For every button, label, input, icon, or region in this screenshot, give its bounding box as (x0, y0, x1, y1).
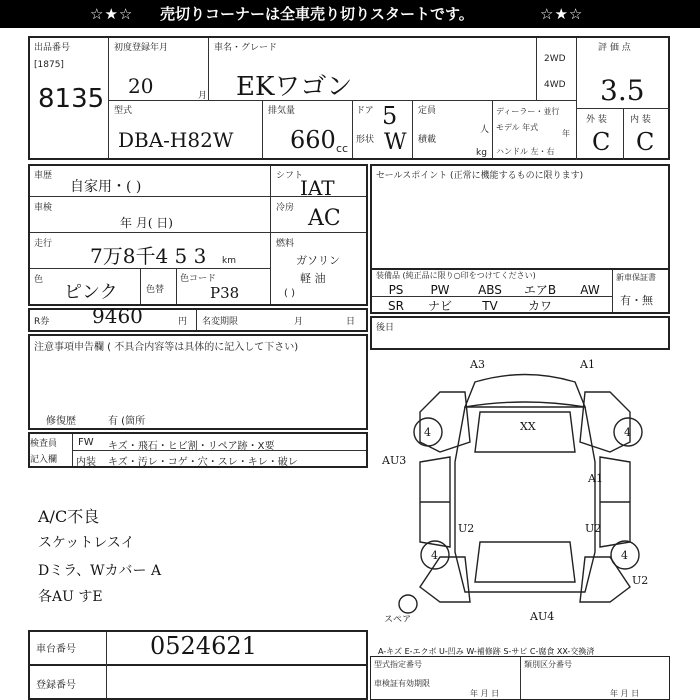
equip-navi: ナビ (427, 299, 452, 313)
mileage-label: 走行 (34, 239, 53, 249)
name-change-month: 月 (294, 317, 304, 327)
mark-a3: A3 (470, 358, 485, 371)
name-change-day: 日 (346, 317, 356, 327)
mark-au3: AU3 (382, 454, 407, 467)
load-unit: kg (476, 148, 487, 158)
form-class-number: 類別区分番号 (524, 660, 572, 669)
exterior-value: C (592, 128, 611, 156)
lot-code: [1875] (34, 60, 64, 70)
reg-label: 登録番号 (36, 680, 76, 691)
spare-label: スペア (384, 615, 412, 622)
notes-label: 注意事項申告欄 ( 不具合内容等は具体的に記入して下さい) (34, 342, 299, 353)
chassis-value: 0524621 (150, 632, 257, 660)
handwritten-note-3: Dミラ、Wカバー A (38, 563, 162, 579)
mark-wheel-fr: 4 (624, 426, 631, 439)
fw-items: キズ・飛石・ヒビ割・リペア跡・X要 (108, 441, 275, 452)
name-change-label: 名変期限 (202, 317, 239, 327)
mark-u2-right: U2 (585, 522, 602, 535)
banner-stars-right: ☆★☆ (540, 5, 584, 23)
color-change-label: 色替 (146, 285, 165, 295)
score-label: 評 価 点 (598, 43, 631, 53)
month-label: 月 (198, 91, 208, 101)
form-shaken-expiry: 車検証有効期限 (374, 679, 430, 688)
mark-a1-side: A1 (588, 472, 603, 485)
dealer-label: ディーラー・並行 (496, 107, 560, 116)
history-value: 自家用・( ) (70, 179, 142, 195)
mark-wheel-fl: 4 (424, 426, 431, 439)
color-label: 色 (34, 275, 44, 285)
model-value: DBA-H82W (118, 128, 234, 152)
handwritten-note-1: A/C不良 (38, 507, 100, 526)
shift-label: シフト (276, 171, 304, 181)
entry-label: 記入欄 (30, 455, 58, 465)
recycle-label: R券 (34, 317, 50, 327)
mark-u2-rear: U2 (632, 574, 649, 587)
capacity-unit: 人 (480, 125, 490, 135)
fuel-diesel: 軽 油 (300, 272, 326, 285)
shape-label: 形状 (356, 135, 375, 145)
interior-value: C (636, 128, 655, 156)
banner-title: 売切りコーナーは全車売り切りスタートです。 (160, 5, 474, 23)
interior-label: 内 装 (630, 115, 651, 125)
recycle-value: 9460 (92, 304, 143, 328)
repair-label: 修復歴 (46, 416, 76, 427)
model-year-label: モデル 年式 (496, 123, 539, 132)
lot-number: 8135 (38, 84, 105, 114)
form-date-left: 年 月 日 (470, 689, 500, 698)
damage-legend: A-キズ E-エクボ U-凹み W-補修跡 S-サビ C-腐食 XX-交換済 (378, 647, 595, 656)
equipment-label: 装備品 (純正品に限り○印をつけてください) (376, 271, 536, 280)
mark-wheel-rl: 4 (431, 549, 438, 562)
capacity-label: 定員 (418, 106, 437, 116)
doors-label: ドア (356, 106, 374, 116)
first-reg-year: 20 (128, 74, 154, 98)
cc-label: cc (336, 142, 349, 155)
fw-label: FW (78, 437, 94, 448)
sales-point-label: セールスポイント (正常に機能するものに限ります) (376, 171, 584, 181)
equip-leather: カワ (527, 299, 552, 313)
displacement-value: 660 (290, 126, 336, 154)
name-label: 車名・グレード (214, 43, 278, 53)
color-value: ピンク (64, 282, 118, 303)
car-damage-diagram (380, 352, 670, 622)
mark-wheel-rr: 4 (621, 549, 628, 562)
mark-u2-left: U2 (458, 522, 475, 535)
exterior-label: 外 装 (586, 115, 607, 125)
displacement-label: 排気量 (268, 106, 296, 116)
drive-4wd: 4WD (544, 80, 566, 90)
first-reg-label: 初度登録年月 (114, 43, 169, 53)
handwritten-note-4: 各AU すE (38, 589, 103, 605)
repair-value: 有 (箇所 (108, 416, 146, 427)
name-value: EKワゴン (236, 72, 353, 102)
form-type-number: 型式指定番号 (374, 660, 422, 669)
color-code-value: P38 (210, 284, 240, 302)
aircon-value: AC (308, 206, 341, 231)
aircon-label: 冷房 (276, 203, 295, 213)
fuel-other: ( ) (284, 288, 295, 299)
handwritten-note-2: スケットレスイ (38, 535, 135, 551)
after-label: 後日 (376, 323, 395, 333)
banner-stars-left: ☆★☆ (90, 5, 134, 23)
equip-airbag: エアB (523, 283, 557, 297)
drive-2wd: 2WD (544, 54, 566, 64)
reg-row (28, 664, 368, 700)
recycle-yen: 円 (178, 317, 188, 327)
equip-abs: ABS (478, 283, 502, 297)
score-value: 3.5 (600, 74, 645, 107)
doors-value: 5 (382, 102, 398, 130)
load-label: 積載 (418, 135, 437, 145)
new-record-value: 有・無 (620, 294, 653, 307)
fuel-gas: ガソリン (296, 254, 340, 267)
fuel-label: 燃料 (276, 239, 295, 249)
shaken-label: 車検 (34, 203, 53, 213)
new-record-label: 新車保証書 (616, 273, 656, 282)
mark-a1-top: A1 (580, 358, 595, 371)
mileage-value: 7万8千4 5 3 (90, 244, 207, 268)
equip-ps: PS (388, 283, 404, 297)
inspector-label: 検査員 (30, 439, 58, 449)
equip-aw: AW (580, 283, 600, 297)
chassis-label: 車台番号 (36, 644, 76, 655)
form-date-right: 年 月 日 (610, 689, 640, 698)
mark-xx: XX (520, 420, 536, 433)
interior-items-label: 内装 (76, 457, 96, 468)
equip-pw: PW (430, 283, 450, 297)
km-label: km (222, 256, 236, 266)
after-block (370, 316, 670, 350)
lot-label: 出品番号 (34, 43, 71, 53)
recycle-row (28, 308, 368, 332)
shaken-value: 年 月( 日) (120, 216, 173, 230)
history-label: 車歴 (34, 171, 53, 181)
handle-label: ハンドル 左・右 (496, 147, 555, 156)
mark-au4: AU4 (530, 610, 555, 622)
model-year-unit: 年 (562, 129, 570, 138)
shape-value: W (384, 130, 407, 155)
top-banner (0, 0, 700, 28)
equip-sr: SR (388, 299, 404, 313)
model-label: 型式 (114, 106, 133, 116)
shift-value: IAT (300, 176, 335, 200)
color-code-label: 色コード (180, 274, 217, 284)
interior-items: キズ・汚レ・コゲ・穴・スレ・キレ・破レ (108, 457, 298, 468)
equip-tv: TV (482, 299, 498, 313)
